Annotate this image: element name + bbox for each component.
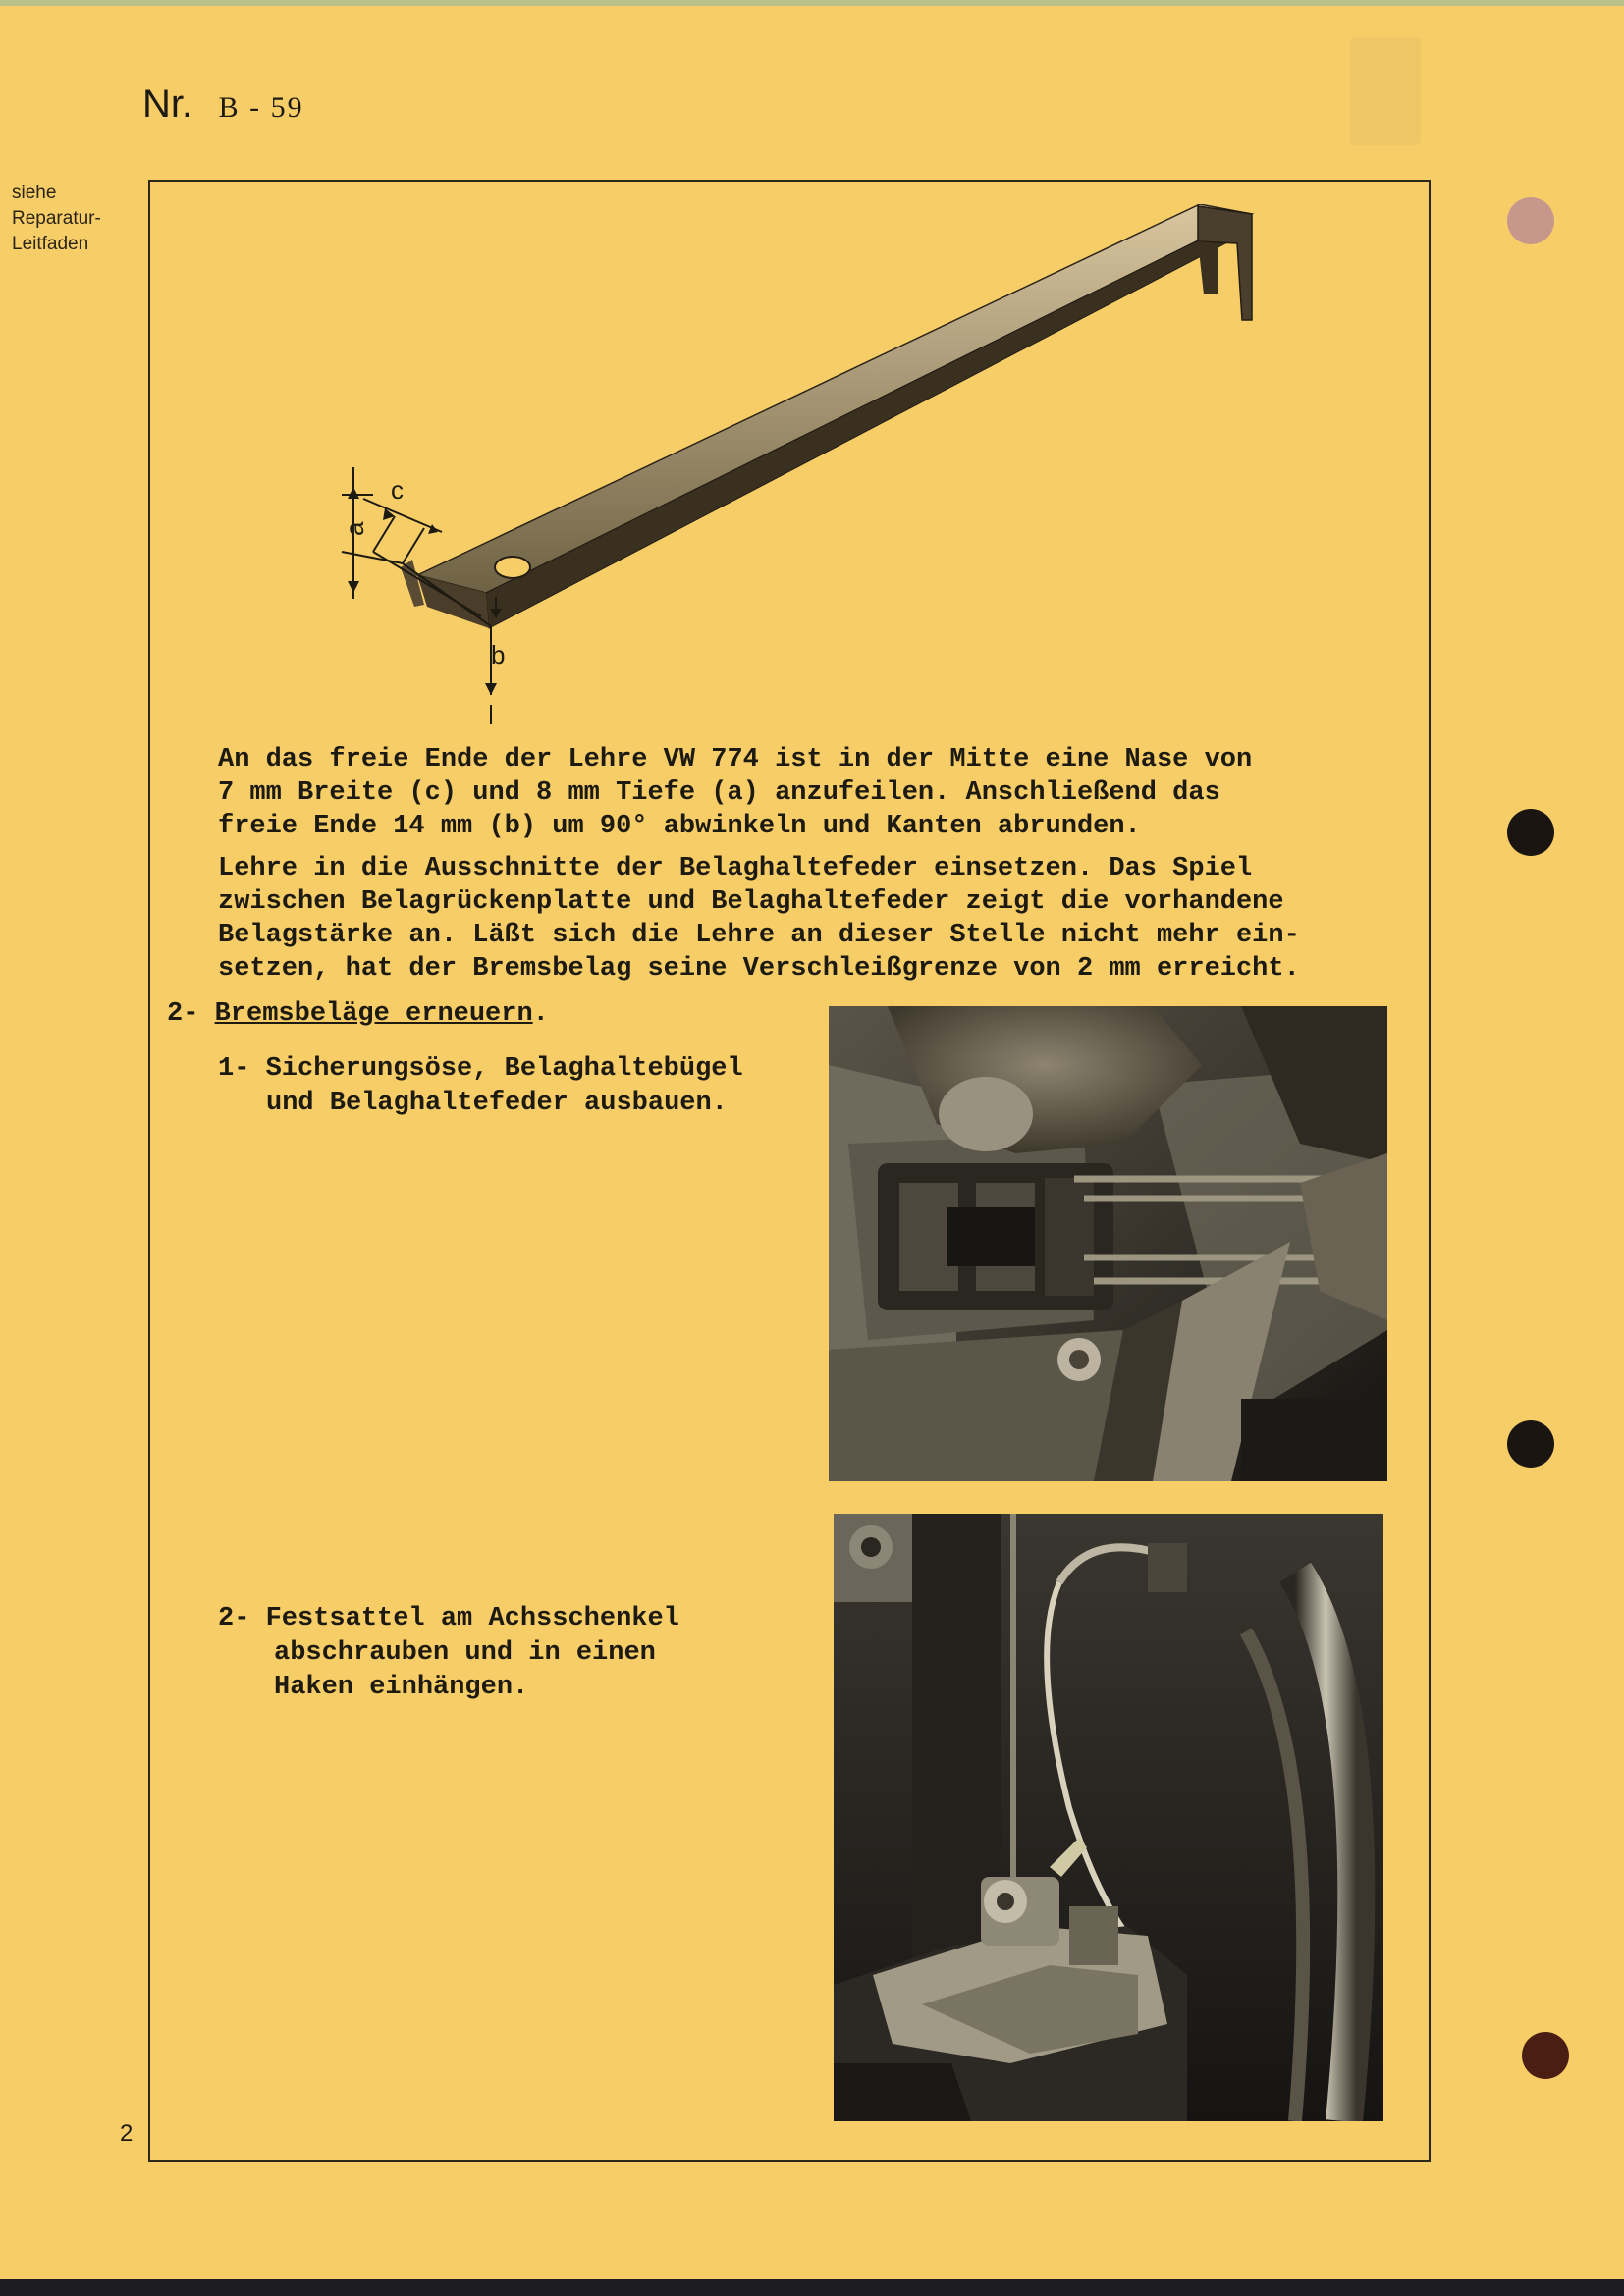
label-b: b xyxy=(491,640,506,669)
section-title: Bremsbeläge erneuern xyxy=(214,999,533,1029)
top-edge-strip xyxy=(0,0,1624,6)
page-number: 2 xyxy=(120,2120,134,2147)
step-1 xyxy=(218,1052,743,1121)
step-number: 2- xyxy=(218,1604,250,1633)
bottom-edge-strip xyxy=(0,2279,1624,2296)
paragraph-gauge-instructions xyxy=(218,743,1252,843)
step-line: abschrauben und in einen xyxy=(274,1638,656,1668)
label-c: c xyxy=(391,475,404,505)
section-period: . xyxy=(532,999,549,1029)
bleed-through-mark xyxy=(1350,37,1421,145)
paragraph-line: setzen, hat der Bremsbelag seine Verschleißgrenze von 2 mm erreicht. xyxy=(218,954,1300,984)
paragraph-line: freie Ende 14 mm (b) um 90° abwinkeln und Kanten abrunden. xyxy=(218,812,1141,841)
step-number: 1- xyxy=(218,1054,250,1084)
side-note-line: siehe xyxy=(12,183,57,203)
photo-caliper-on-hook xyxy=(834,1514,1383,2121)
punch-hole xyxy=(1522,2032,1569,2079)
side-note-line: Leitfaden xyxy=(12,234,89,254)
side-note xyxy=(12,181,101,257)
photo-spring-removal xyxy=(829,1006,1387,1481)
nr-label: Nr. xyxy=(142,82,193,126)
punch-hole xyxy=(1507,809,1554,856)
paragraph-line: Belagstärke an. Läßt sich die Lehre an dieser Stelle nicht mehr ein- xyxy=(218,921,1300,950)
step-line: Sicherungsöse, Belaghaltebügel xyxy=(265,1054,743,1084)
punch-hole xyxy=(1507,1420,1554,1468)
doc-number-value: B - 59 xyxy=(218,91,304,124)
step-2 xyxy=(218,1602,679,1705)
label-a: a xyxy=(340,521,369,536)
step-line: Haken einhängen. xyxy=(274,1673,529,1702)
document-number xyxy=(142,82,304,127)
paragraph-line: zwischen Belagrückenplatte und Belaghaltefeder zeigt die vorhandene xyxy=(218,887,1284,917)
section-number: 2- xyxy=(167,999,199,1029)
paragraph-line: Lehre in die Ausschnitte der Belaghaltefeder einsetzen. Das Spiel xyxy=(218,854,1253,883)
paragraph-wear-check xyxy=(218,852,1300,986)
gauge-figure xyxy=(334,204,1267,734)
step-line: und Belaghaltefeder ausbauen. xyxy=(266,1089,728,1118)
paragraph-line: 7 mm Breite (c) und 8 mm Tiefe (a) anzufeilen. Anschließend das xyxy=(218,778,1220,808)
side-note-line: Reparatur- xyxy=(12,208,101,229)
punch-hole xyxy=(1507,197,1554,244)
paragraph-line: An das freie Ende der Lehre VW 774 ist in der Mitte eine Nase von xyxy=(218,745,1253,774)
section-heading xyxy=(167,999,549,1029)
step-line: Festsattel am Achsschenkel xyxy=(265,1604,679,1633)
